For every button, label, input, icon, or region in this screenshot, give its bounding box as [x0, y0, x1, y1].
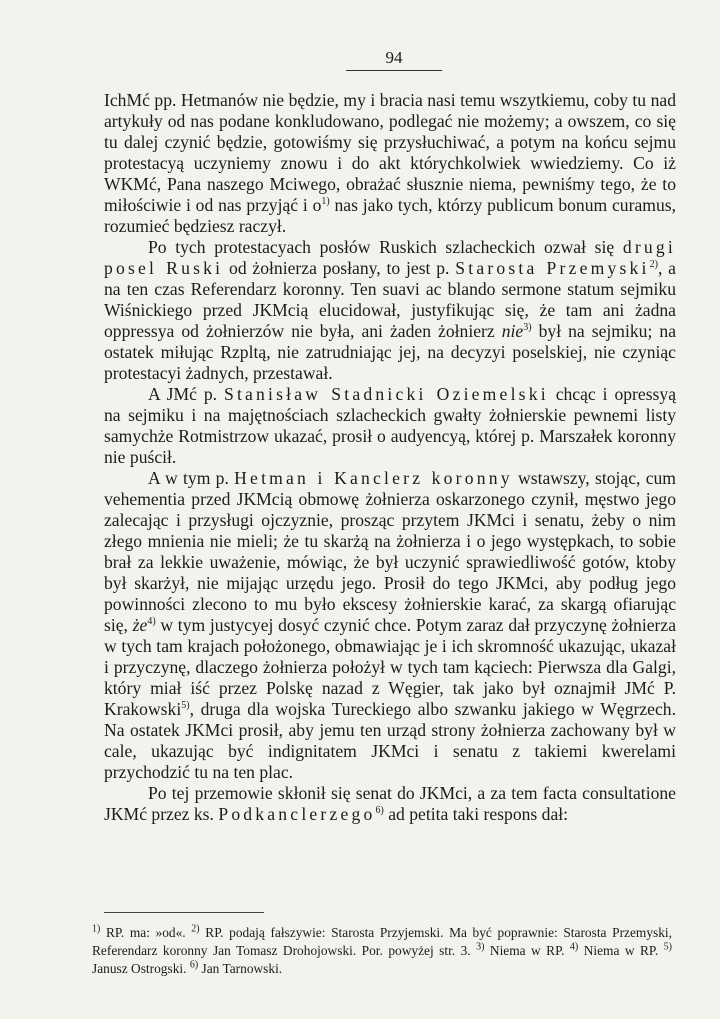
text-run: , druga dla wojska Tureckiego albo szwanku jakiego w Węgrzech. Na ostatek JKMci prosił, aby jemu ten urząd strony żołnierza zachowany był w cale, ukazując być indignitatem JKMci i senatu z takiemi kwerelami przychodzić tu na ten plac. [104, 699, 676, 782]
spaced-name: Starosta Przemyski [455, 258, 650, 278]
italic-text: że [132, 615, 148, 635]
spaced-name: Podkanclerzego [218, 804, 376, 824]
paragraph-3 [104, 384, 676, 468]
text-run: nas jako tych, którzy publicum bonum curamus, rozumieć będziesz raczył. [104, 195, 677, 236]
footnote-marker: 3) [476, 941, 485, 953]
text-run: A w tym p. [148, 468, 235, 488]
italic-text: nie [501, 321, 524, 341]
page-number: 94 [385, 48, 403, 67]
paragraph-5 [104, 783, 676, 825]
footnote-block [92, 924, 672, 978]
text-run: A JMć p. [148, 384, 224, 404]
text-run: IchMć pp. Hetmanów nie będzie, my i bracia nasi temu wszytkiemu, coby tu nad artykuły od nas podane konkludowano, podlegać nie możemy; a owszem, co się tu dalej czynić będzie, gotowiśmy się przysłuchiwać, a potym na końcu sejmu protestacyą uczyniemy znowu i do akt którychkolwiek wwiedziemy. Co iż WKMć, Pana naszego Mciwego, obrażać słusznie niema, pewniśmy tego, że to miłościwie i od nas przyjąć i o [104, 90, 676, 215]
text-run: Jan Tarnowski. [198, 961, 283, 976]
footnotes [92, 924, 672, 978]
text-run: RP. podają fałszywie: Starosta Przyjemski. Ma być poprawnie: Starosta Przemyski, Referendarz koronny Jan Tomasz Drohojowski. Por. powyżej str. 3. [92, 925, 673, 958]
footnote-marker: 2) [649, 259, 658, 271]
footnote-marker: 5) [663, 941, 673, 953]
text-run: RP. ma: »od«. [100, 925, 192, 940]
body-text [104, 90, 676, 825]
text-run: Niema w RP. [484, 943, 570, 958]
text-run: wstawszy, stojąc, cum vehementia przed JKMcią obmowę żołnierza oskarzonego czynił, męstwo jego zalecając i przysługi ojczyznie, prosząc przytem JKMci i senatu, żeby o nim złego mnienia nie mieli; że tu skarżą na żołnierza i o jego występkach, to sobie brał za lekkie uważenie, mówiąc, że był uczynić sprawiedliwość gotów, ktoby był skarżył, nie mijając urzędu jego. Prosił do tego JKMci, aby podług jego powinności zlecono to mu było ekscesy żołnierskie karać, za skargą ofiarując się, [104, 468, 676, 635]
footnote-marker: 2) [191, 923, 200, 935]
text-run: ad petita taki respons dał: [383, 804, 569, 824]
paragraph-2 [104, 237, 676, 384]
page-number-rule [346, 70, 442, 71]
text-run: Po tej przemowie skłonił się senat do JKMci, a za tem facta consultatione JKMć przez ks. [104, 783, 676, 824]
footnote-rule [104, 912, 264, 913]
footnote-marker: 5) [181, 700, 190, 712]
paragraph-1 [104, 90, 676, 237]
text-run: Janusz Ostrogski. [92, 961, 190, 976]
footnote-marker: 6) [375, 805, 384, 817]
footnote-marker: 4) [569, 941, 579, 953]
text-run: w tym justycyej dosyć czynić chce. Potym zaraz dał przyczynę żołnierza w tych tam krajach położonego, obmawiając je i ich skromność ukazując, ukazał i przyczynę, dlaczego żołnierza położył w tych tam kąciech: Pierwsza dla Galgi, który miał iść przez Polskę nazad z Węgier, tak jako był oznajmił JMć P. Krakowski [104, 615, 677, 719]
spaced-name: Hetman i Kanclerz koronny [234, 468, 513, 488]
text-run: Niema w RP. [578, 943, 664, 958]
text-run: Po tych protestacyach posłów Ruskich szlacheckich ozwał się [148, 237, 623, 257]
footnote-marker: 4) [147, 616, 156, 628]
text-run: od żołnierza posłany, to jest p. [223, 258, 456, 278]
text-run: chcąc i opressyą na sejmiku i na majętnościach szlacheckich gwałty żołnierskie pewnemi listy samychże Rotmistrzow ukazać, prosił o audyencyą, której p. Marszałek koronny nie puścił. [104, 384, 677, 467]
footnote-marker: 6) [189, 959, 199, 971]
text-run: , a na ten czas Referendarz koronny. Ten suavi ac blando sermone statum sejmiku Wiśnickiego przed JKMcią elucidował, justyfikując się, że tam ani żadna oppressya od żołnierzów nie była, ani żaden żołnierz [104, 258, 676, 341]
text-run: był na sejmiku; na ostatek miłując Rzpltą, nie zatrudniając jej, na decyzyi poselskiej, nie czyniąc protestacyi żadnych, przestawał. [104, 321, 677, 383]
footnote-marker: 1) [321, 196, 330, 208]
paragraph-4 [104, 468, 676, 783]
footnote-marker: 3) [523, 322, 532, 334]
spaced-name: drugi posel Ruski [104, 237, 676, 278]
footnote-marker: 1) [92, 923, 101, 935]
spaced-name: Stanisław Stadnicki Oziemelski [223, 384, 549, 404]
